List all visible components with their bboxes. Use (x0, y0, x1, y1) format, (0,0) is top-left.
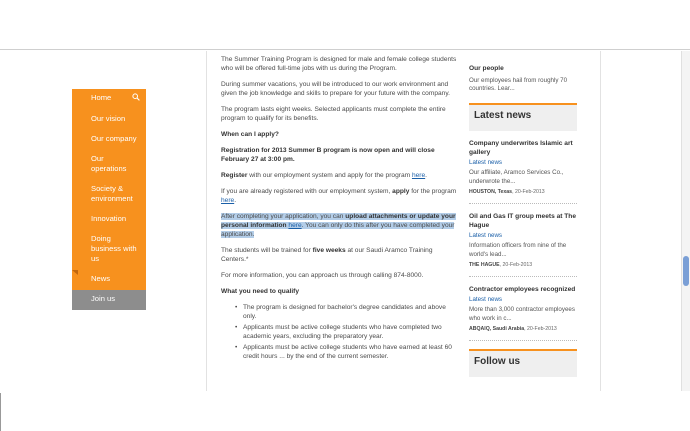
nav-our-operations[interactable]: Our operations (91, 154, 127, 173)
right-divider (600, 51, 601, 391)
news-meta: HOUSTON, Texas, 20-Feb-2013 (469, 189, 545, 195)
upload-here-link[interactable]: here (288, 222, 302, 229)
nav-news[interactable]: News (91, 274, 110, 283)
news-summary: More than 3,000 contractor employees who work in c... (469, 306, 575, 322)
browser-top-area (0, 0, 690, 50)
news-category-link[interactable]: Latest news (469, 295, 503, 303)
already-registered-paragraph: If you are already registered with our employment system, apply for the program here. (221, 188, 457, 204)
news-item (469, 131, 577, 204)
search-icon[interactable] (132, 93, 140, 101)
duration-paragraph: The program lasts eight weeks. Selected applicants must complete the entire program to qualify for its benefits. (221, 106, 446, 122)
latest-news-heading: Latest news (469, 103, 577, 131)
list-item: • Applicants must be active college students who have earned at least 60 credit hours ... by the end of the current semester. (235, 343, 461, 361)
nav-home[interactable] (72, 89, 146, 110)
window-edge (0, 393, 1, 431)
vertical-scrollbar[interactable] (681, 51, 690, 391)
nav-innovation[interactable]: Innovation (91, 214, 127, 223)
our-people-text: Our employees hail from roughly 70 countries. Lear... (469, 76, 568, 92)
nav-our-company[interactable]: Our company (91, 134, 137, 143)
nav-doing-business[interactable]: Doing business with us (91, 234, 137, 263)
training-paragraph: The students will be trained for five weeks at our Saudi Aramco Training Centers.* (221, 247, 433, 263)
news-category-link[interactable]: Latest news (469, 231, 503, 239)
news-summary: Information officers from nine of the world's lead... (469, 242, 567, 258)
news-summary: Our affiliate, Aramco Services Co., underwrote the... (469, 169, 564, 185)
news-meta: THE HAGUE, 20-Feb-2013 (469, 262, 533, 268)
nav-our-vision[interactable]: Our vision (91, 114, 126, 123)
left-divider (206, 51, 207, 391)
registration-notice: Registration for 2013 Summer B program is now open and will close February 27 at 3:00 pm. (221, 147, 435, 163)
qualify-list (235, 303, 461, 361)
after-application-paragraph: After completing your application, you can upload attachments or update your personal information here. You can only do this after you have completed your application. (221, 213, 456, 238)
register-here-link[interactable]: here (411, 172, 426, 179)
scrollbar-thumb[interactable] (683, 256, 689, 286)
intro-paragraph: The Summer Training Program is designed for male and female college students who will be offered full-time jobs with us during the Program. (221, 56, 457, 72)
list-item: • The program is designed for bachelor's degree candidates and above only. (235, 303, 461, 321)
apply-here-link[interactable]: here (221, 197, 235, 204)
nav-fold-corner (72, 270, 78, 275)
nav-society-environment[interactable]: Society & environment (91, 184, 133, 203)
qualify-heading: What you need to qualify (221, 288, 300, 295)
nav-home-label: Home (91, 93, 112, 102)
our-people-title[interactable]: Our people (469, 65, 504, 72)
nav-join-us[interactable]: Join us (72, 290, 146, 310)
list-item: • Applicants must be active college students who have completed two academic years, excluding the preparatory year. (235, 323, 461, 341)
news-item (469, 204, 577, 277)
right-sidebar (469, 51, 577, 377)
left-nav (72, 89, 146, 310)
news-title[interactable]: Oil and Gas IT group meets at The Hague (469, 212, 576, 229)
news-title[interactable]: Company underwrites Islamic art gallery (469, 139, 573, 156)
register-paragraph: Register with our employment system and apply for the program here. (221, 172, 427, 179)
contact-paragraph: For more information, you can approach us through calling 874-8000. (221, 272, 424, 279)
article-content (221, 55, 461, 363)
news-item (469, 277, 577, 341)
news-title[interactable]: Contractor employees recognized (469, 285, 576, 293)
page-viewport (0, 51, 690, 391)
follow-us-heading: Follow us (469, 349, 577, 377)
bottom-area (0, 391, 690, 431)
news-meta: ABQAIQ, Saudi Arabia, 20-Feb-2013 (469, 326, 557, 332)
news-category-link[interactable]: Latest news (469, 158, 503, 166)
when-heading: When can I apply? (221, 131, 279, 138)
summer-paragraph: During summer vacations, you will be introduced to our work environment and given the job knowledge and skills to prepare for your future with the company. (221, 81, 450, 97)
